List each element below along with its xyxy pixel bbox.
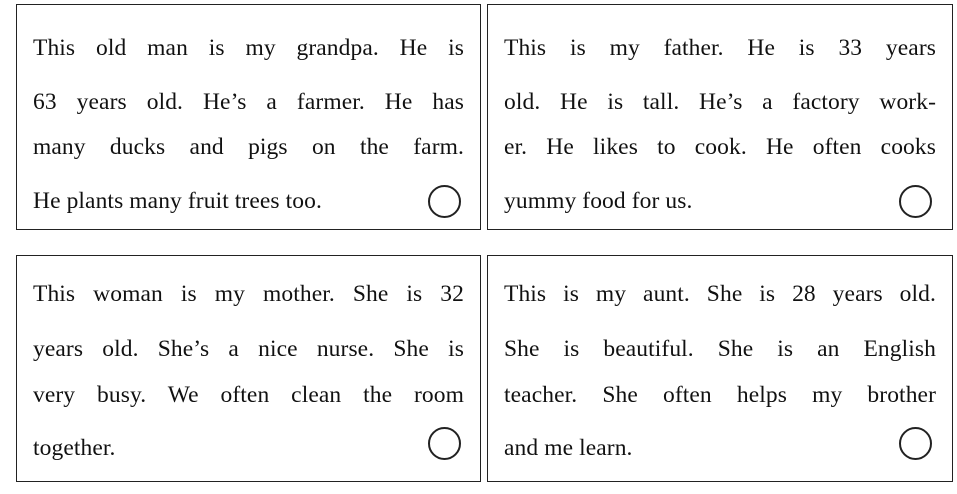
card-aunt bbox=[487, 255, 953, 482]
card-text-line: She is beautiful. She is an English bbox=[504, 336, 936, 362]
card-text-line: This is my father. He is 33 years bbox=[504, 35, 936, 61]
answer-circle[interactable] bbox=[428, 185, 461, 218]
card-father bbox=[487, 4, 953, 230]
card-text-line: years old. She’s a nice nurse. She is bbox=[33, 336, 464, 362]
answer-circle[interactable] bbox=[428, 427, 461, 460]
card-text-line: yummy food for us. bbox=[504, 188, 693, 214]
card-text-line: very busy. We often clean the room bbox=[33, 382, 464, 408]
answer-circle[interactable] bbox=[899, 185, 932, 218]
answer-circle[interactable] bbox=[899, 427, 932, 460]
card-text-line: old. He is tall. He’s a factory work- bbox=[504, 89, 936, 115]
card-text-line: many ducks and pigs on the farm. bbox=[33, 134, 464, 160]
card-text-line: together. bbox=[33, 435, 116, 461]
card-text-line: and me learn. bbox=[504, 435, 633, 461]
card-text-line: teacher. She often helps my brother bbox=[504, 382, 936, 408]
card-text-line: He plants many fruit trees too. bbox=[33, 188, 322, 214]
card-grandpa bbox=[16, 4, 481, 230]
card-text-line: 63 years old. He’s a farmer. He has bbox=[33, 89, 464, 115]
card-text-line: This is my aunt. She is 28 years old. bbox=[504, 281, 936, 307]
card-mother bbox=[16, 255, 481, 482]
card-text-line: This woman is my mother. She is 32 bbox=[33, 281, 464, 307]
card-text-line: This old man is my grandpa. He is bbox=[33, 35, 464, 61]
card-text-line: er. He likes to cook. He often cooks bbox=[504, 134, 936, 160]
